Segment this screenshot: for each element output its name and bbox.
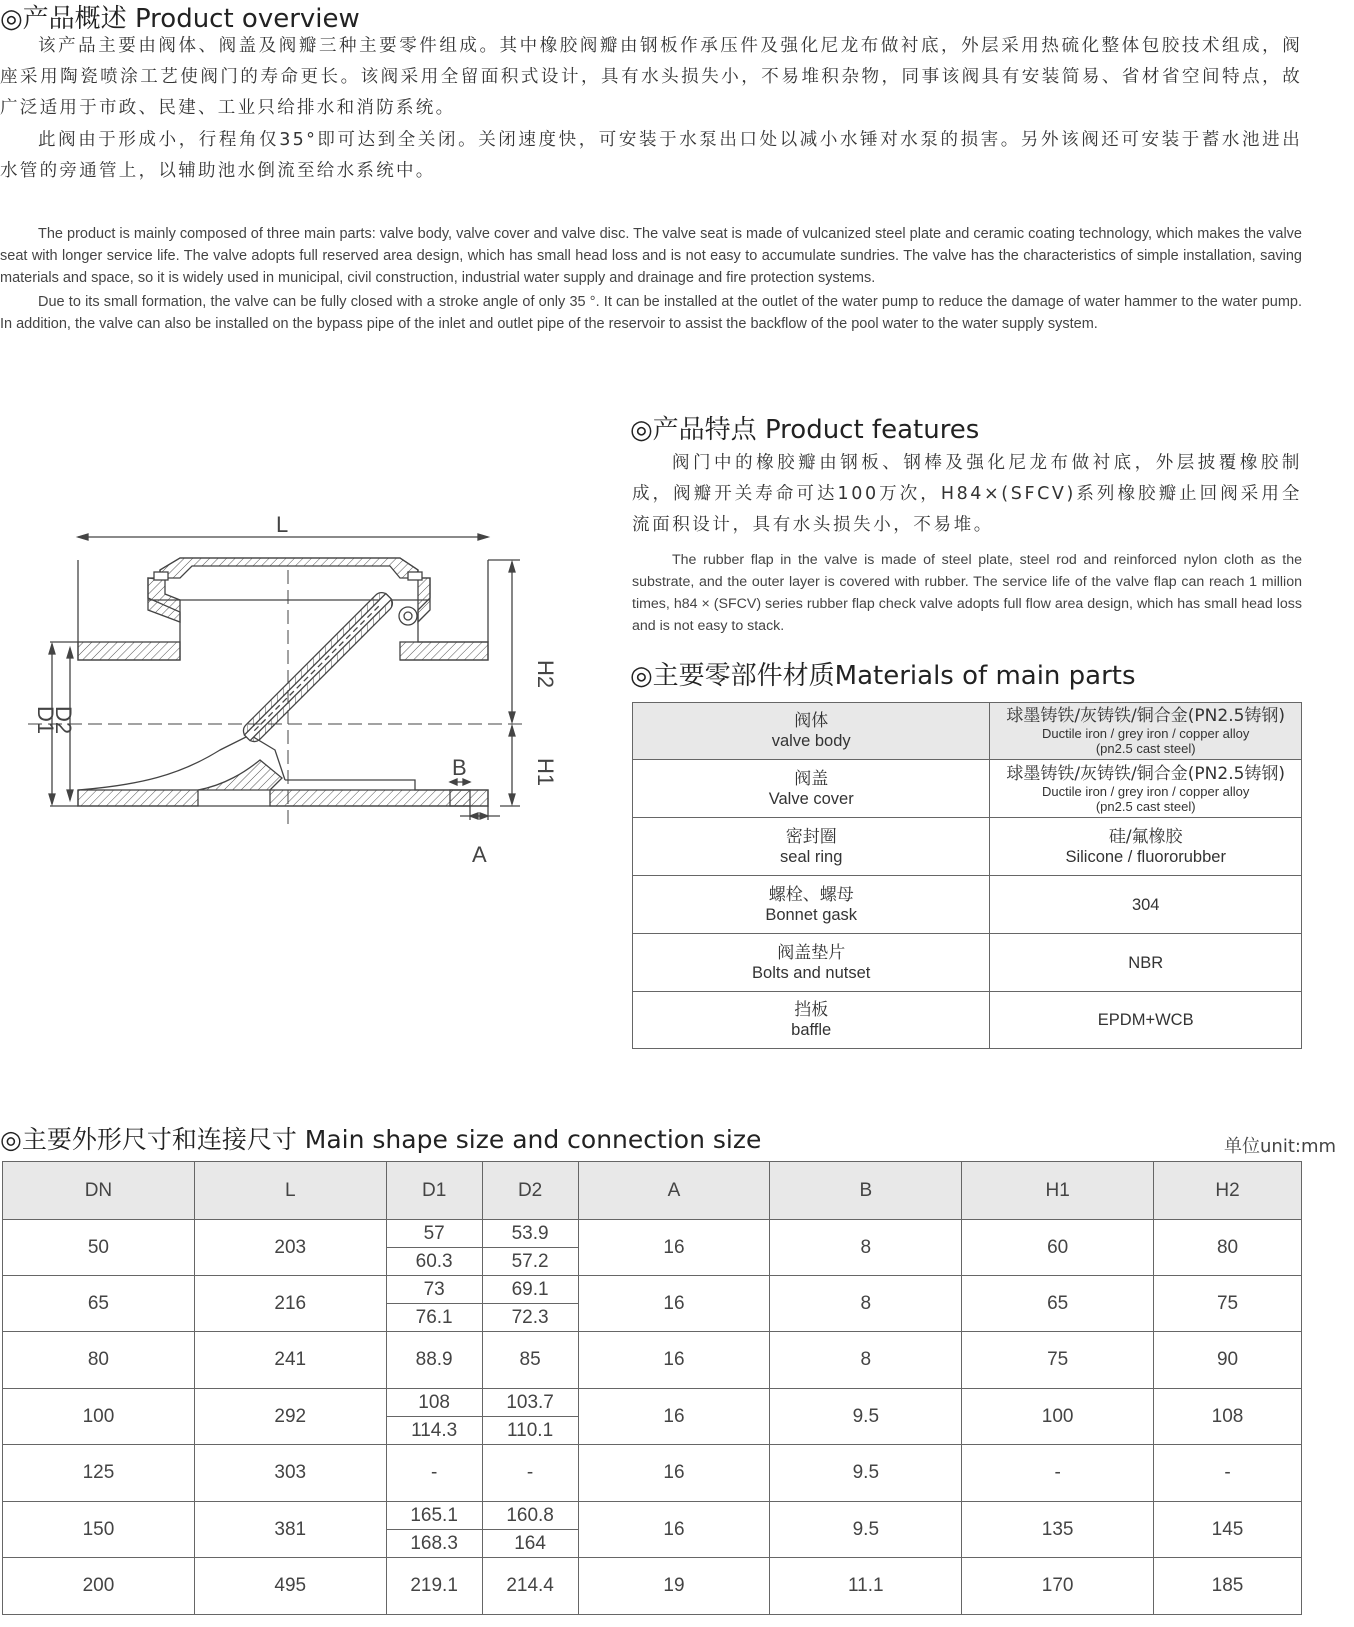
cell-b: 8 bbox=[770, 1332, 962, 1389]
features-title: ◎产品特点 Product features bbox=[630, 415, 980, 445]
cell-d1: 60.3 bbox=[386, 1248, 482, 1276]
cell-a: 16 bbox=[578, 1220, 770, 1276]
cell-h2: 90 bbox=[1154, 1332, 1302, 1389]
cell-a: 16 bbox=[578, 1389, 770, 1445]
cell-l: 303 bbox=[194, 1445, 386, 1502]
cell-h1: 135 bbox=[962, 1502, 1154, 1558]
cell-dn: 50 bbox=[3, 1220, 195, 1276]
cell-a: 16 bbox=[578, 1276, 770, 1332]
dim-label-H1: H1 bbox=[533, 758, 558, 787]
cell-h2: - bbox=[1154, 1445, 1302, 1502]
overview-cn-paragraph-1: 该产品主要由阀体、阀盖及阀瓣三种主要零件组成。其中橡胶阀瓣由钢板作承压件及强化尼龙布做衬底，外层采用热硫化整体包胶技术组成，阀座采用陶瓷喷涂工艺使阀门的寿命更长。该阀采用全留面积式设计，具有水头损失小，不易堆积杂物，同事该阀具有安装简易、省材省空间特点，故广泛适用于市政、民建、工业只给排水和消防系统。 bbox=[0, 36, 1302, 118]
material-value-cell: 304 bbox=[990, 876, 1302, 934]
overview-title: ◎产品概述 Product overview bbox=[0, 4, 360, 34]
dimensions-title: ◎主要外形尺寸和连接尺寸 Main shape size and connection size bbox=[0, 1125, 762, 1154]
cell-d2: 160.8 bbox=[482, 1502, 578, 1530]
column-header: D2 bbox=[482, 1162, 578, 1220]
valve-section-drawing bbox=[20, 510, 560, 870]
cell-h1: 65 bbox=[962, 1276, 1154, 1332]
material-part-cell: 阀盖 Valve cover bbox=[633, 760, 990, 818]
cell-d2: 85 bbox=[482, 1332, 578, 1389]
dim-label-D2: D2 bbox=[51, 706, 76, 735]
dimensions-table bbox=[2, 1161, 1302, 1615]
column-header: L bbox=[194, 1162, 386, 1220]
table-row bbox=[3, 1502, 1302, 1530]
material-value-cell: 硅/氟橡胶 Silicone / fluororubber bbox=[990, 818, 1302, 876]
cell-h1: 100 bbox=[962, 1389, 1154, 1445]
material-value-cell: 球墨铸铁/灰铸铁/铜合金(PN2.5铸钢) Ductile iron / grey iron / copper alloy (pn2.5 cast steel) bbox=[990, 703, 1302, 760]
column-header: DN bbox=[3, 1162, 195, 1220]
cell-d1: 57 bbox=[386, 1220, 482, 1248]
cell-d2: 103.7 bbox=[482, 1389, 578, 1417]
cell-a: 16 bbox=[578, 1332, 770, 1389]
features-cn-paragraph: 阀门中的橡胶瓣由钢板、钢棒及强化尼龙布做衬底，外层披覆橡胶制成，阀瓣开关寿命可达100万次，H84×(SFCV)系列橡胶瓣止回阀采用全流面积设计，具有水头损失小，不易堆。 bbox=[632, 453, 1302, 535]
cell-l: 292 bbox=[194, 1389, 386, 1445]
features-en-paragraph: The rubber flap in the valve is made of steel plate, steel rod and reinforced nylon cloth as the substrate, and the outer layer is covered with rubber. The service life of the valve flap can reach 1 million times, h84 × (SFCV) series rubber flap check valve adopts full flow area design, which has small head loss and is not easy to stack. bbox=[632, 552, 1302, 634]
cell-d1: 88.9 bbox=[386, 1332, 482, 1389]
cell-b: 8 bbox=[770, 1276, 962, 1332]
table-row bbox=[633, 703, 1302, 760]
overview-en-paragraph-2: Due to its small formation, the valve can be fully closed with a stroke angle of only 35 °. It can be installed at the outlet of the water pump to reduce the damage of water hammer to the water pump. In addition, the valve can also be installed on the bypass pipe of the inlet and outlet pipe of the reservoir to assist the backflow of the pool water to the water supply system. bbox=[0, 294, 1302, 332]
column-header: A bbox=[578, 1162, 770, 1220]
cell-h1: 60 bbox=[962, 1220, 1154, 1276]
unit-label: 单位unit:mm bbox=[1224, 1136, 1337, 1157]
cell-d2: 57.2 bbox=[482, 1248, 578, 1276]
cell-h2: 75 bbox=[1154, 1276, 1302, 1332]
dim-label-D1: D1 bbox=[33, 706, 58, 735]
material-value-cell: EPDM+WCB bbox=[990, 992, 1302, 1049]
cell-a: 19 bbox=[578, 1558, 770, 1615]
cell-h2: 185 bbox=[1154, 1558, 1302, 1615]
table-row bbox=[3, 1276, 1302, 1304]
table-row bbox=[633, 818, 1302, 876]
material-part-cell: 挡板 baffle bbox=[633, 992, 990, 1049]
material-part-cell: 阀体 valve body bbox=[633, 703, 990, 760]
dim-label-B: B bbox=[452, 755, 467, 780]
cell-b: 9.5 bbox=[770, 1445, 962, 1502]
table-row bbox=[633, 760, 1302, 818]
dim-label-L: L bbox=[276, 512, 289, 537]
materials-title: ◎主要零部件材质Materials of main parts bbox=[630, 661, 1136, 691]
table-row bbox=[3, 1558, 1302, 1615]
cell-h2: 80 bbox=[1154, 1220, 1302, 1276]
column-header: H1 bbox=[962, 1162, 1154, 1220]
cell-h2: 108 bbox=[1154, 1389, 1302, 1445]
dim-label-H2: H2 bbox=[533, 660, 558, 689]
cell-l: 203 bbox=[194, 1220, 386, 1276]
cell-d2: 164 bbox=[482, 1530, 578, 1558]
cell-l: 495 bbox=[194, 1558, 386, 1615]
cell-a: 16 bbox=[578, 1502, 770, 1558]
cell-d2: 110.1 bbox=[482, 1417, 578, 1445]
column-header: D1 bbox=[386, 1162, 482, 1220]
cell-d1: 219.1 bbox=[386, 1558, 482, 1615]
cell-d2: 53.9 bbox=[482, 1220, 578, 1248]
cell-a: 16 bbox=[578, 1445, 770, 1502]
cell-h1: - bbox=[962, 1445, 1154, 1502]
table-row bbox=[633, 876, 1302, 934]
overview-en-paragraph-1: The product is mainly composed of three main parts: valve body, valve cover and valve disc. The valve seat is made of vulcanized steel plate and ceramic coating technology, which makes the valve seat with longer service life. The valve adopts full reserved area design, which has small head loss and is not easy to accumulate sundries. The valve has the characteristics of simple installation, saving materials and space, so it is widely used in municipal, civil construction, industrial water supply and drainage and fire protection systems. bbox=[0, 226, 1302, 286]
cell-dn: 150 bbox=[3, 1502, 195, 1558]
cell-d1: 73 bbox=[386, 1276, 482, 1304]
overview-cn-paragraph-2: 此阀由于形成小，行程角仅35°即可达到全关闭。关闭速度快，可安装于水泵出口处以减小水锤对水泵的损害。另外该阀还可安装于蓄水池进出水管的旁通管上，以辅助池水倒流至给水系统中。 bbox=[0, 130, 1302, 181]
material-part-cell: 螺栓、螺母 Bonnet gask bbox=[633, 876, 990, 934]
cell-d1: 76.1 bbox=[386, 1304, 482, 1332]
table-row bbox=[633, 992, 1302, 1049]
table-row bbox=[3, 1332, 1302, 1389]
cell-d1: 165.1 bbox=[386, 1502, 482, 1530]
cell-b: 8 bbox=[770, 1220, 962, 1276]
cell-d2: 214.4 bbox=[482, 1558, 578, 1615]
cell-dn: 65 bbox=[3, 1276, 195, 1332]
cell-h1: 75 bbox=[962, 1332, 1154, 1389]
cell-b: 9.5 bbox=[770, 1389, 962, 1445]
materials-table bbox=[632, 702, 1302, 1049]
material-part-cell: 阀盖垫片 Bolts and nutset bbox=[633, 934, 990, 992]
cell-h2: 145 bbox=[1154, 1502, 1302, 1558]
material-part-cell: 密封圈 seal ring bbox=[633, 818, 990, 876]
material-value-cell: NBR bbox=[990, 934, 1302, 992]
cell-h1: 170 bbox=[962, 1558, 1154, 1615]
cell-d2: 72.3 bbox=[482, 1304, 578, 1332]
cell-d2: 69.1 bbox=[482, 1276, 578, 1304]
cell-d2: - bbox=[482, 1445, 578, 1502]
cell-d1: - bbox=[386, 1445, 482, 1502]
table-row bbox=[3, 1445, 1302, 1502]
cell-dn: 200 bbox=[3, 1558, 195, 1615]
cell-d1: 114.3 bbox=[386, 1417, 482, 1445]
cell-l: 216 bbox=[194, 1276, 386, 1332]
table-header-row bbox=[3, 1162, 1302, 1220]
cell-b: 9.5 bbox=[770, 1502, 962, 1558]
table-row bbox=[633, 934, 1302, 992]
cell-dn: 100 bbox=[3, 1389, 195, 1445]
cell-d1: 108 bbox=[386, 1389, 482, 1417]
cell-d1: 168.3 bbox=[386, 1530, 482, 1558]
cell-dn: 80 bbox=[3, 1332, 195, 1389]
dim-label-A: A bbox=[472, 842, 487, 867]
cell-b: 11.1 bbox=[770, 1558, 962, 1615]
material-value-cell: 球墨铸铁/灰铸铁/铜合金(PN2.5铸钢) Ductile iron / grey iron / copper alloy (pn2.5 cast steel) bbox=[990, 760, 1302, 818]
cell-dn: 125 bbox=[3, 1445, 195, 1502]
table-row bbox=[3, 1389, 1302, 1417]
table-row bbox=[3, 1220, 1302, 1248]
cell-l: 241 bbox=[194, 1332, 386, 1389]
column-header: H2 bbox=[1154, 1162, 1302, 1220]
column-header: B bbox=[770, 1162, 962, 1220]
cell-l: 381 bbox=[194, 1502, 386, 1558]
